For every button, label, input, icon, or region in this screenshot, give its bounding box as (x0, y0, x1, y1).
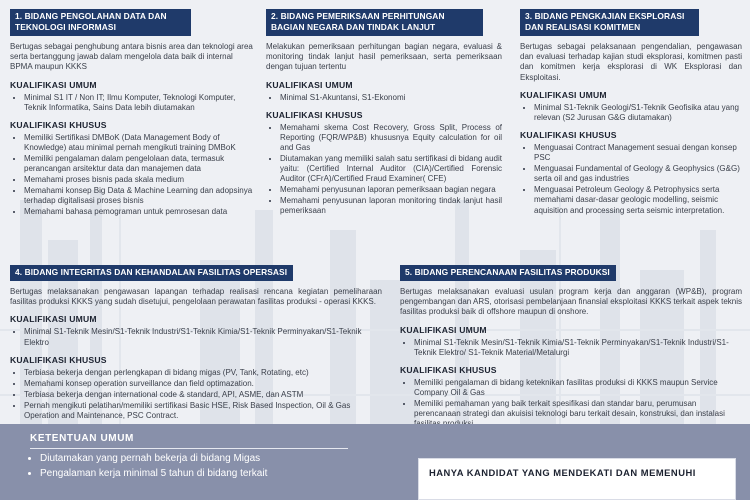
list-item: • Memahami konsep Big Data & Machine Learning dan adopsinya terhadap digitalisasi proses bisnis (24, 186, 255, 206)
list-item: • Minimal S1-Akuntansi, S1-Ekonomi (280, 93, 502, 103)
section-description: Bertugas sebagai pelaksanaan pengendalian, pengawasan dan evaluasi terhadap kajian studi eksplorasi, komitmen pasti dan komitmen kerja eksplorasi di WK Eksplorasi dan Eksploitasi. (520, 42, 742, 82)
divider (30, 448, 348, 449)
special-qualification-list (400, 378, 742, 429)
special-qualification-heading: KUALIFIKASI KHUSUS (520, 130, 617, 140)
list-item: • Terbiasa bekerja dengan perlengkapan di bidang migas (PV, Tank, Rotating, etc) (24, 368, 382, 378)
special-qualification-list (520, 143, 742, 216)
special-qualification-heading: KUALIFIKASI KHUSUS (10, 354, 107, 365)
general-qualification-heading: KUALIFIKASI UMUM (266, 79, 353, 90)
general-qualification-heading: KUALIFIKASI UMUM (400, 324, 487, 335)
section-description: Melakukan pemeriksaan perhitungan bagian negara, evaluasi & monitoring tindak lanjut hasil pemeriksaan, serta pemeriksaan dengan tujuan tertentu (266, 42, 502, 72)
special-qualification-list (10, 133, 255, 218)
list-item: • Menguasai Contract Management sesuai dengan konsep PSC (534, 143, 742, 163)
section-state-share-audit (266, 9, 502, 218)
section-data-it (10, 9, 255, 219)
special-qualification-heading: KUALIFIKASI KHUSUS (400, 364, 497, 375)
special-qualification-list (266, 123, 502, 217)
list-item: • Memahami penyusunan laporan pemeriksaan bagian negara (280, 185, 502, 195)
section-title: 3. BIDANG PENGKAJIAN EKSPLORASI DAN REALISASI KOMITMEN (520, 9, 699, 36)
section-title: 2. BIDANG PEMERIKSAAN PERHITUNGAN BAGIAN NEGARA DAN TINDAK LANJUT (266, 9, 483, 36)
list-item: • Diutamakan yang memiliki salah satu sertifikasi di bidang audit yaitu: (Certified Internal Auditor (CIA)/Certified Forensic Auditor (CFrA)/Certified Fraud Examiner( CFE) (280, 154, 502, 184)
list-item: • Minimal S1 IT / Non IT; Ilmu Komputer, Teknologi Komputer, Teknik Informatika, Sains Data lebih diutamakan (24, 93, 255, 113)
general-qualification-list (520, 103, 742, 123)
section-description: Bertugas sebagai penghubung antara bisnis area dan teknologi area serta bertanggung jawab dalam mengelola data baik di internal BPMA maupun KKKS (10, 42, 253, 72)
general-qualification-heading: KUALIFIKASI UMUM (10, 314, 97, 325)
list-item: • Memahami konsep operation surveillance dan field optimazation. (24, 379, 382, 389)
list-item: • Memahami bahasa pemograman untuk pemrosesan data (24, 207, 255, 217)
general-qualification-heading: KUALIFIKASI UMUM (520, 89, 607, 100)
list-item: • Memiliki Sertifikasi DMBoK (Data Management Body of Knowledge) atau minimal pernah mengikuti training DMBoK (24, 133, 255, 153)
list-item: • Memiliki pengalaman dalam pengelolaan data, termasuk perancangan arsitektur data dan manajemen data (24, 154, 255, 174)
candidate-notice-text: HANYA KANDIDAT YANG MENDEKATI DAN MEMENUHI (429, 467, 696, 478)
list-item: • Minimal S1-Teknik Geologi/S1-Teknik Geofisika atau yang relevan (S2 Jurusan G&G diutamakan) (534, 103, 742, 123)
candidate-notice-box (418, 458, 736, 500)
list-item: • Menguasai Petroleum Geology & Petrophysics serta memahami dasar-dasar geologic modelling, seismic aquisition and processing serta seismic interpretation. (534, 185, 742, 215)
list-item: • Menguasai Fundamental of Geology & Geophysics (G&G) serta oil and gas industries (534, 164, 742, 184)
general-qualification-list (10, 93, 255, 113)
list-item: • Memahami penyusunan laporan monitoring tindak lanjut hasil pemeriksaan (280, 196, 502, 216)
special-qualification-heading: KUALIFIKASI KHUSUS (10, 119, 107, 130)
list-item: • Minimal S1-Teknik Mesin/S1-Teknik Kimia/S1-Teknik Perminyakan/S1-Teknik Industri/S1-Teknik Elektro/ S1-Teknik Material/Metalurgi (414, 338, 742, 358)
list-item: • Memahami proses bisnis pada skala medium (24, 175, 255, 185)
section-exploration-commitment (520, 9, 742, 217)
list-item: • Memiliki pengalaman di bidang keteknikan fasilitas produksi di KKKS maupun Service Company Oil & Gas (414, 378, 742, 398)
general-terms-title: KETENTUAN UMUM (30, 433, 134, 444)
section-description: Bertugas melaksanakan evaluasi usulan program kerja dan anggaran (WP&B), program pengembangan dan ARS, otorisasi pembelanjaan finansial eksploitasi KKKS terkait aspek teknis fasilitas produksi baik di offshore maupun di onshore. (400, 287, 742, 317)
list-item: • Terbiasa bekerja dengan international code & standard, API, ASME, dan ASTM (24, 390, 382, 400)
section-title: 5. BIDANG PERENCANAAN FASILITAS PRODUKSI (400, 265, 616, 281)
special-qualification-heading: KUALIFIKASI KHUSUS (266, 109, 363, 120)
general-qualification-list (10, 327, 382, 347)
section-title: 4. BIDANG INTEGRITAS DAN KEHANDALAN FASILITAS OPERSASI (10, 265, 293, 281)
general-qualification-heading: KUALIFIKASI UMUM (10, 79, 97, 90)
section-description: Bertugas melaksanakan pengawasan lapangan terhadap realisasi rencana kegiatan pemeliharaan fasilitas produksi KKKS yang sudah disetujui, pengelolaan perawatan fasilitas produksi - operasi KKKS. (10, 287, 382, 307)
list-item: • Pengalaman kerja minimal 5 tahun di bidang terkait (40, 467, 267, 481)
section-facility-integrity (10, 262, 382, 422)
section-production-facility-planning (400, 262, 742, 430)
list-item: • Memiliki pemahaman yang baik terkait spesifikasi dan standar baru, perumusan perencanaan strategi dan akuisisi teknologi baru terkait desain, konstruksi, dan instalasi (414, 399, 742, 429)
special-qualification-list (10, 368, 382, 421)
list-item: • Memahami skema Cost Recovery, Gross Split, Process of Reporting (FQR/WP&B) khususnya Equity calculation for oil and Gas (280, 123, 502, 153)
general-terms-list (22, 452, 267, 482)
list-item: • Diutamakan yang pernah bekerja di bidang Migas (40, 452, 267, 466)
list-item: • Pernah mengikuti pelatihan/memiliki sertifikasi Basic HSE, Risk Based Inspection, Oil & Gas Operation and Maintenance, PSC Contract. (24, 401, 382, 421)
list-item: • Minimal S1-Teknik Mesin/S1-Teknik Industri/S1-Teknik Kimia/S1-Teknik Perminyakan/S1-Teknik Elektro (24, 327, 382, 347)
general-qualification-list (266, 93, 502, 103)
section-title: 1. BIDANG PENGOLAHAN DATA DAN TEKNOLOGI INFORMASI (10, 9, 191, 36)
general-qualification-list (400, 338, 742, 358)
